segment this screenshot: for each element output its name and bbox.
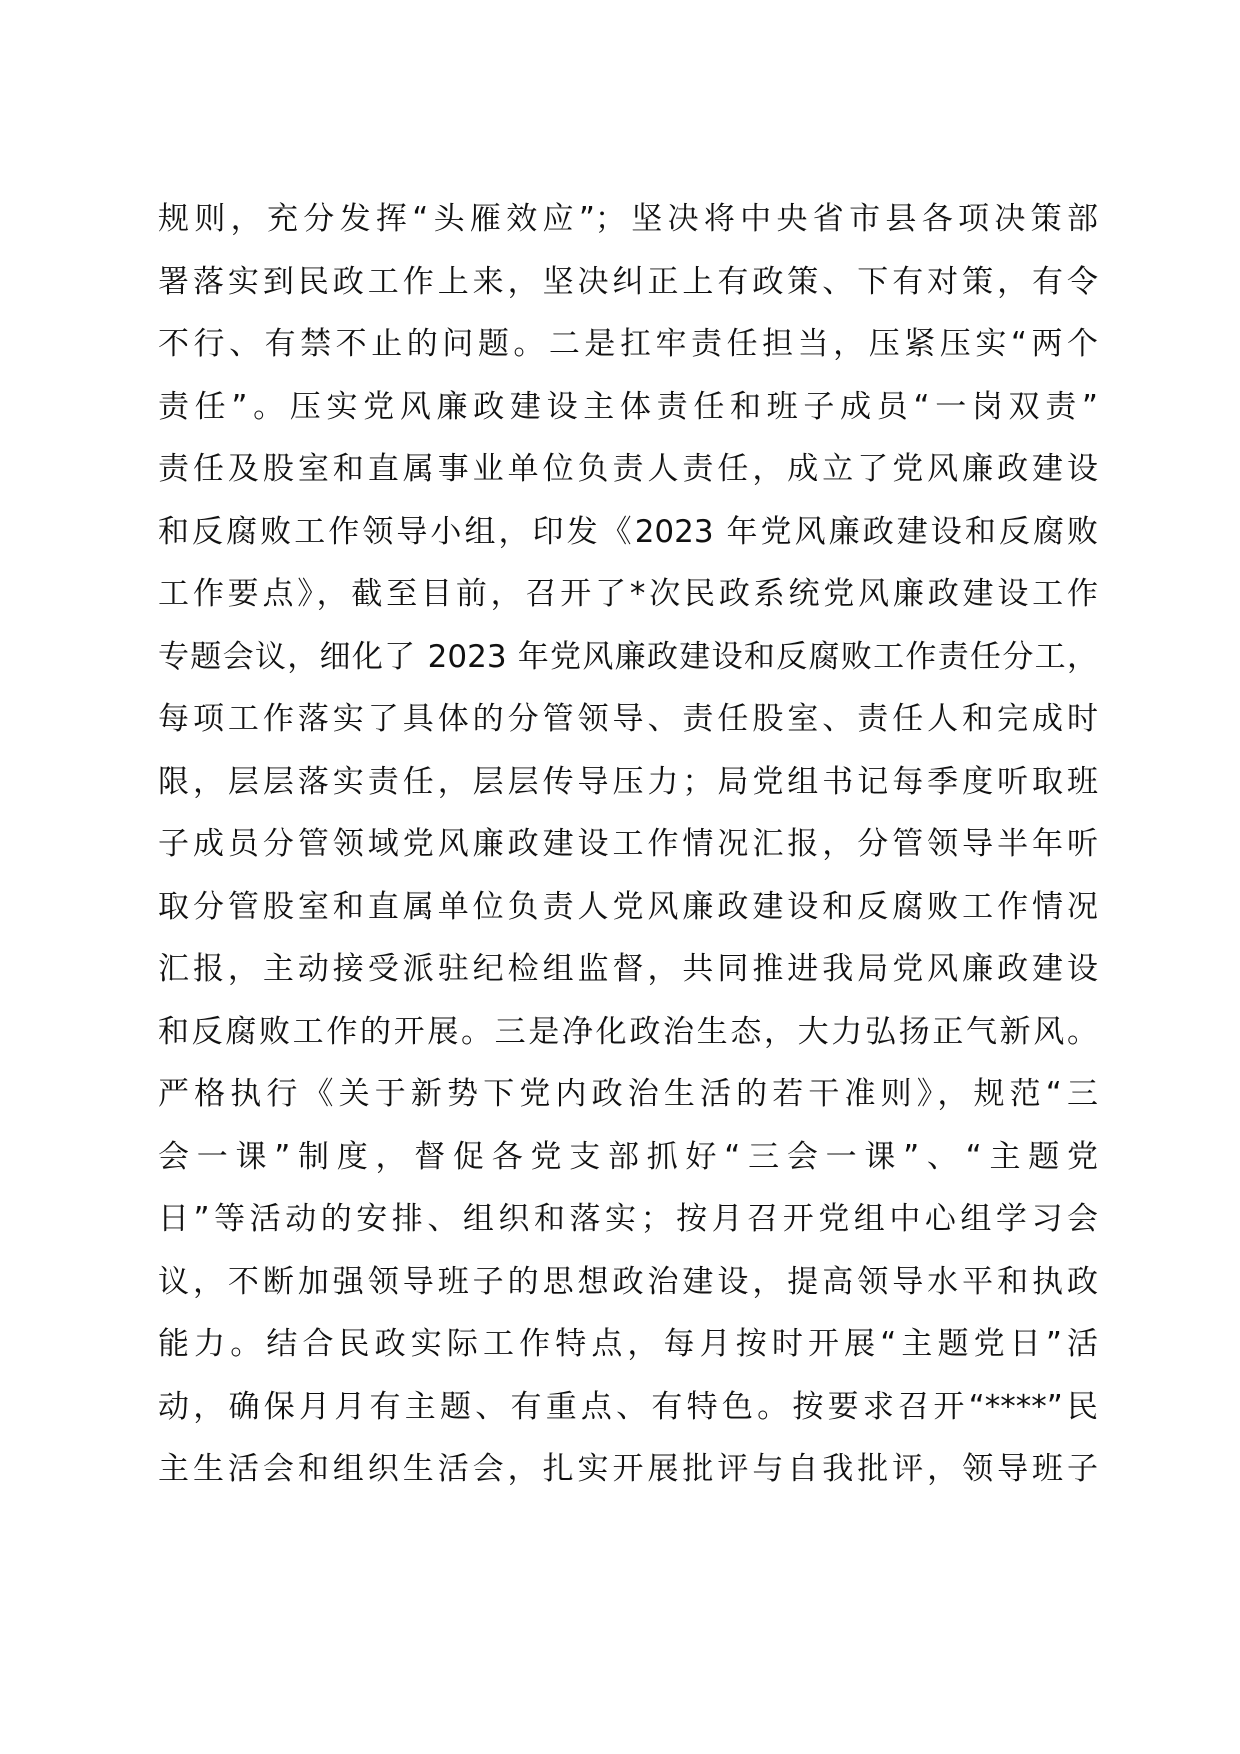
body-text xyxy=(158,188,1098,1501)
text-line: 和反腐败工作的开展。三是净化政治生态，大力弘扬正气新风。 xyxy=(158,1013,1098,1050)
text-line: 责任”。压实党风廉政建设主体责任和班子成员“一岗双责” xyxy=(158,388,1098,425)
text-line: 主生活会和组织生活会，扎实开展批评与自我批评，领导班子 xyxy=(158,1451,1098,1487)
text-line: 取分管股室和直属单位负责人党风廉政建设和反腐败工作情况 xyxy=(158,888,1098,925)
text-line: 责任及股室和直属事业单位负责人责任，成立了党风廉政建设 xyxy=(158,451,1098,487)
text-line: 署落实到民政工作上来，坚决纠正上有政策、下有对策，有令 xyxy=(158,263,1098,300)
text-line: 能力。结合民政实际工作特点，每月按时开展“主题党日”活 xyxy=(158,1326,1098,1362)
text-line: 会一课”制度，督促各党支部抓好“三会一课”、“主题党 xyxy=(158,1138,1098,1175)
text-line: 严格执行《关于新势下党内政治生活的若干准则》，规范“三 xyxy=(158,1076,1098,1112)
text-line: 专题会议，细化了 2023 年党风廉政建设和反腐败工作责任分工， xyxy=(158,638,1098,675)
text-line: 动，确保月月有主题、有重点、有特色。按要求召开“****”民 xyxy=(158,1388,1098,1425)
text-line: 汇报，主动接受派驻纪检组监督，共同推进我局党风廉政建设 xyxy=(158,951,1098,987)
text-line: 和反腐败工作领导小组，印发《2023 年党风廉政建设和反腐败 xyxy=(158,513,1098,550)
text-line: 子成员分管领域党风廉政建设工作情况汇报，分管领导半年听 xyxy=(158,826,1098,862)
text-line: 规则，充分发挥“头雁效应”；坚决将中央省市县各项决策部 xyxy=(158,201,1098,237)
text-line: 不行、有禁不止的问题。二是扛牢责任担当，压紧压实“两个 xyxy=(158,326,1098,362)
text-line: 工作要点》，截至目前，召开了*次民政系统党风廉政建设工作 xyxy=(158,576,1098,612)
text-line: 每项工作落实了具体的分管领导、责任股室、责任人和完成时 xyxy=(158,701,1098,737)
text-line: 日”等活动的安排、组织和落实；按月召开党组中心组学习会 xyxy=(158,1201,1098,1237)
text-line: 议，不断加强领导班子的思想政治建设，提高领导水平和执政 xyxy=(158,1263,1098,1300)
text-line: 限，层层落实责任，层层传导压力；局党组书记每季度听取班 xyxy=(158,763,1098,800)
